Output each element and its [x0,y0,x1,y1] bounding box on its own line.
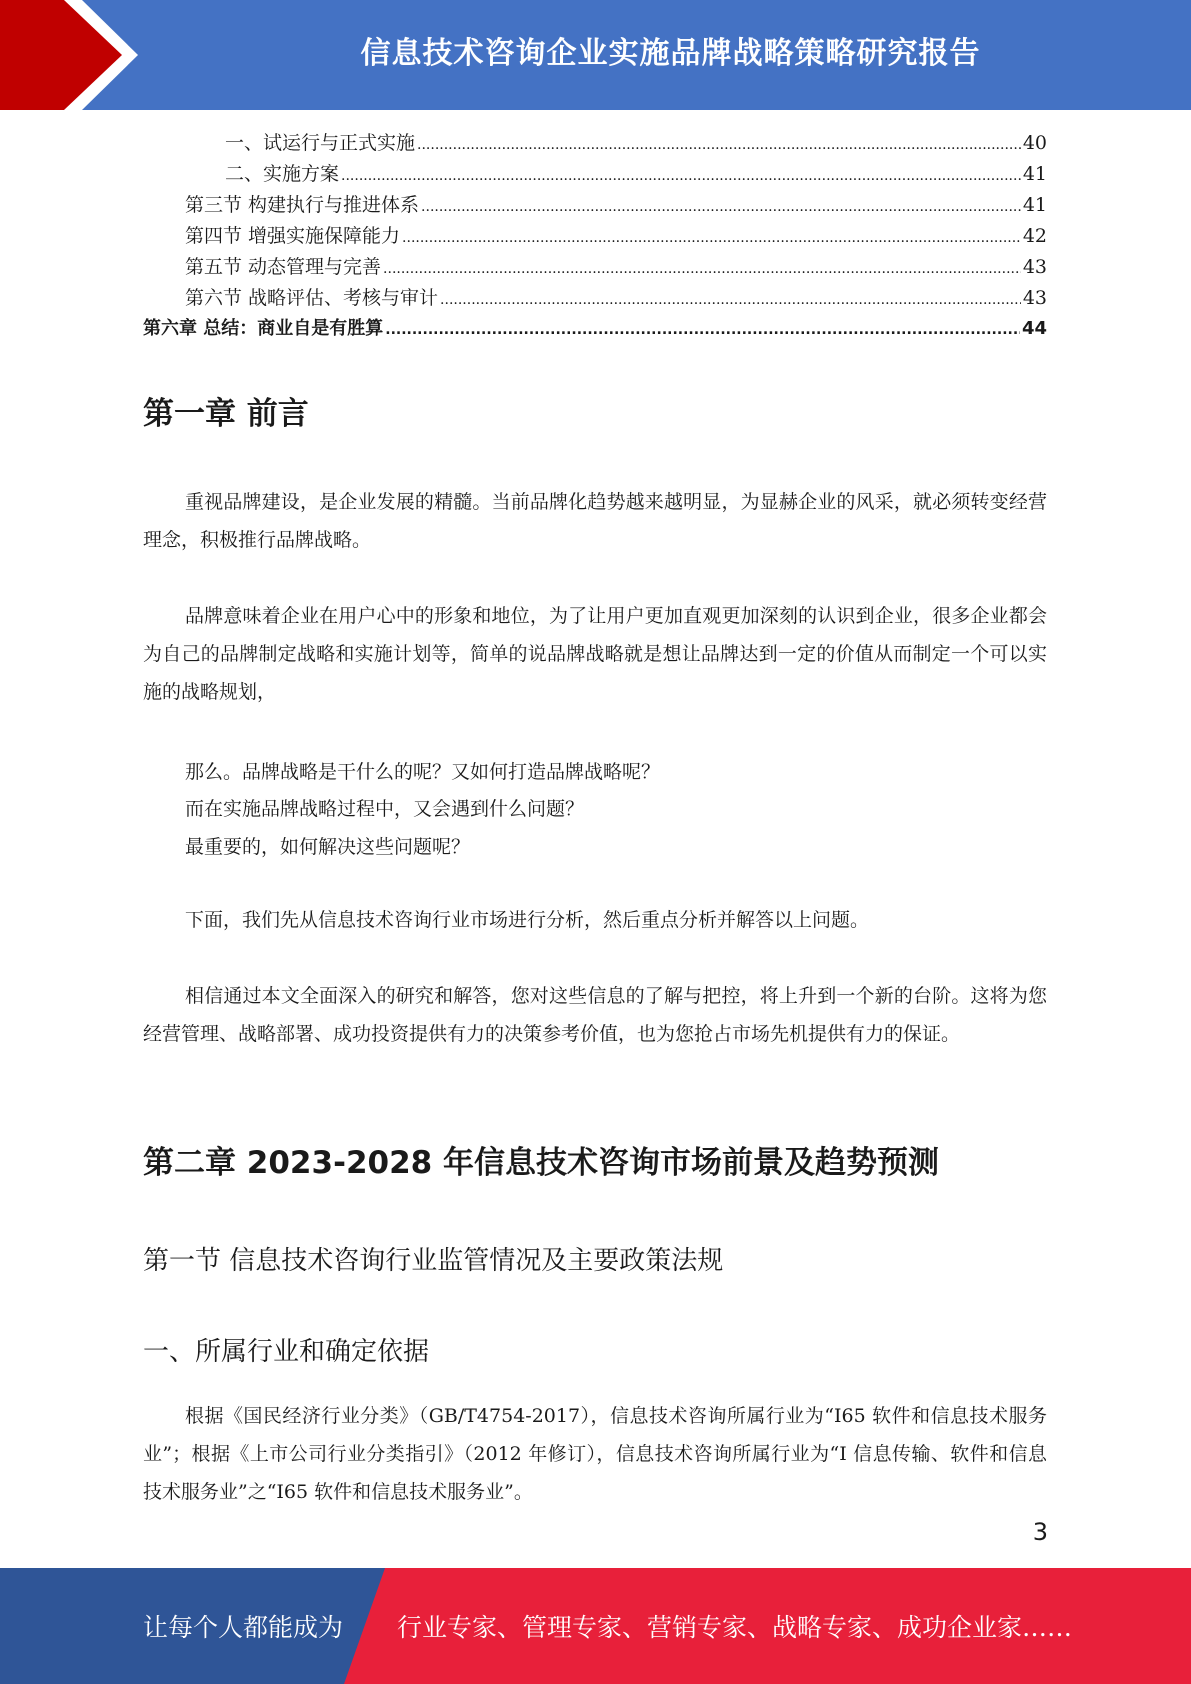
body-paragraph: 根据《国民经济行业分类》（GB/T4754-2017），信息技术咨询所属行业为“I65 软件和信息技术服务业”；根据《上市公司行业分类指引》（2012 年修订），信息技术咨询所属行业为“I 信息传输、软件和信息技术服务业”之“I65 软件和信息技术服务业”。 [143,1405,1047,1503]
toc-entry-title: 第三节 构建执行与推进体系 [185,194,420,216]
red-arrow-decoration [0,0,160,110]
toc-entry[interactable] [143,314,1047,345]
toc-entry-title: 第六章 总结：商业自是有胜算 [143,318,384,339]
page-header [0,0,1191,110]
question-line: 最重要的，如何解决这些问题呢？ [185,836,471,858]
body-paragraph: 品牌意味着企业在用户心中的形象和地位，为了让用户更加直观更加深刻的认识到企业，很多企业都会为自己的品牌制定战略和实施计划等，简单的说品牌战略就是想让品牌达到一定的价值从而制定一个可以实施的战略规划， [143,605,1047,703]
toc-leader-dots [385,318,1020,339]
section-heading: 第一节 信息技术咨询行业监管情况及主要政策法规 [143,1246,724,1276]
toc-entry-page: 44 [1021,318,1047,339]
toc-entry[interactable] [143,159,1047,190]
subsection-heading: 一、所属行业和确定依据 [143,1337,430,1367]
toc-entry-title: 二、实施方案 [225,163,340,185]
toc-entry[interactable] [143,283,1047,314]
toc-entry-title: 第五节 动态管理与完善 [185,256,382,278]
toc-leader-dots [421,194,1021,216]
toc-leader-dots [417,132,1021,154]
toc-entry-page: 43 [1022,256,1047,278]
body-paragraph: 下面，我们先从信息技术咨询行业市场进行分析，然后重点分析并解答以上问题。 [185,909,870,931]
footer-slogan-right: 行业专家、管理专家、营销专家、战略专家、成功企业家…… [397,1613,1073,1642]
report-title: 信息技术咨询企业实施品牌战略策略研究报告 [360,36,981,71]
toc-entry-page: 41 [1022,194,1047,216]
toc-leader-dots [383,256,1021,278]
chapter-heading: 第一章 前言 [143,396,309,432]
chapter-heading: 第二章 2023-2028 年信息技术咨询市场前景及趋势预测 [143,1145,940,1181]
toc-entry-page: 41 [1022,163,1047,185]
body-paragraph: 重视品牌建设，是企业发展的精髓。当前品牌化趋势越来越明显，为显赫企业的风采，就必须转变经营理念，积极推行品牌战略。 [143,491,1047,551]
toc-entry[interactable] [143,252,1047,283]
body-paragraph: 相信通过本文全面深入的研究和解答，您对这些信息的了解与把控，将上升到一个新的台阶。这将为您经营管理、战略部署、成功投资提供有力的决策参考价值，也为您抢占市场先机提供有力的保证。 [143,985,1047,1045]
toc-entry-title: 第四节 增强实施保障能力 [185,225,401,247]
toc-entry-page: 40 [1022,132,1047,154]
toc-entry-page: 43 [1022,287,1047,309]
toc-entry[interactable] [143,190,1047,221]
question-line: 那么。品牌战略是干什么的呢？又如何打造品牌战略呢？ [185,761,661,783]
toc-entry-page: 42 [1022,225,1047,247]
table-of-contents [143,128,1047,345]
toc-leader-dots [402,225,1021,247]
page-number: 3 [1032,1518,1048,1546]
question-line: 而在实施品牌战略过程中，又会遇到什么问题？ [185,798,585,820]
toc-leader-dots [341,163,1021,185]
footer-slogan-left: 让每个人都能成为 [143,1613,344,1642]
toc-entry[interactable] [143,128,1047,159]
toc-entry-title: 一、试运行与正式实施 [225,132,416,154]
toc-entry-title: 第六节 战略评估、考核与审计 [185,287,439,309]
toc-entry[interactable] [143,221,1047,252]
page-footer [0,1568,1191,1684]
toc-leader-dots [440,287,1021,309]
